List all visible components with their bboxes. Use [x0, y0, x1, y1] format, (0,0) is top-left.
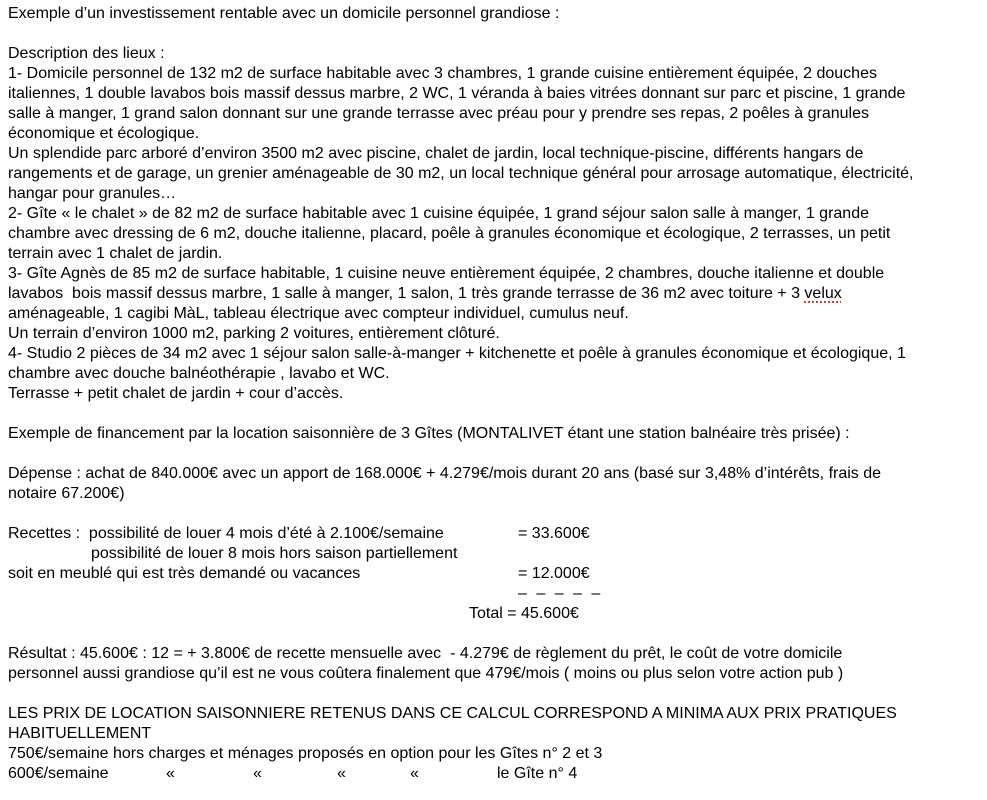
- text-segment: italiennes, 1 double lavabos bois massif dessus marbre, 2 WC, 1 véranda à baies vitrées donnant sur parc et piscine, 1 grande: [8, 85, 906, 102]
- misspelled-word: velux: [804, 285, 842, 302]
- text-line: [0, 244, 987, 264]
- text-segment: soit en meublé qui est très demandé ou vacances: [8, 565, 361, 582]
- text-segment: 4- Studio 2 pièces de 34 m2 avec 1 séjour salon salle-à-manger + kitchenette et poêle à granules économique et écologique, 1: [8, 345, 906, 362]
- text-segment: = 12.000€: [518, 565, 590, 582]
- text-line: [0, 4, 987, 24]
- text-segment: Un splendide parc arboré d’environ 3500 m2 avec piscine, chalet de jardin, local technique-piscine, différents hangars de: [8, 145, 864, 162]
- text-line: [0, 744, 987, 764]
- text-line: [0, 764, 987, 784]
- text-segment: possibilité de louer 8 mois hors saison partiellement: [91, 545, 458, 562]
- text-segment: personnel aussi grandiose qu’il est ne vous coûtera finalement que 479€/mois ( moins ou plus selon votre action pub ): [8, 665, 844, 682]
- blank-line: [0, 504, 987, 524]
- text-line: [0, 264, 987, 284]
- text-line: [0, 484, 987, 504]
- text-line: [0, 304, 987, 324]
- text-segment: 600€/semaine: [8, 765, 109, 782]
- text-segment: Description des lieux :: [8, 45, 165, 62]
- text-segment: chambre avec dressing de 6 m2, douche italienne, placard, poêle à granules économique et écologique, 2 terrasses, un petit: [8, 225, 891, 242]
- text-segment: «: [166, 765, 175, 782]
- text-line: [0, 324, 987, 344]
- text-segment: «: [253, 765, 262, 782]
- text-segment: lavabos bois massif dessus marbre, 1 salle à manger, 1 salon, 1 très grande terrasse de 36 m2 avec toiture + 3: [8, 285, 805, 302]
- text-segment: LES PRIX DE LOCATION SAISONNIERE RETENUS DANS CE CALCUL CORRESPOND A MINIMA AUX PRIX PRATIQUES: [8, 705, 897, 722]
- blank-line: [0, 404, 987, 424]
- text-line: [0, 424, 987, 444]
- text-line: [0, 44, 987, 64]
- text-segment: Terrasse + petit chalet de jardin + cour d’accès.: [8, 385, 344, 402]
- text-segment: Résultat : 45.600€ : 12 = + 3.800€ de recette mensuelle avec - 4.279€ de règlement du prêt, le coût de votre domicile: [8, 645, 843, 662]
- blank-line: [0, 684, 987, 704]
- text-segment: Exemple d’un investissement rentable avec un domicile personnel grandiose :: [8, 5, 560, 22]
- text-segment: «: [337, 765, 346, 782]
- text-segment: salle à manger, 1 grand salon donnant sur une grande terrasse avec préau pour y prendre ses repas, 2 poêles à granules: [8, 105, 869, 122]
- text-line: [0, 644, 987, 664]
- text-line: [0, 584, 987, 604]
- text-segment: aménageable, 1 cagibi MàL, tableau électrique avec compteur individuel, cumulus neuf.: [8, 305, 629, 322]
- text-segment: économique et écologique.: [8, 125, 200, 142]
- text-segment: notaire 67.200€): [8, 485, 125, 502]
- text-line: [0, 524, 987, 544]
- text-segment: Exemple de financement par la location saisonnière de 3 Gîtes (MONTALIVET étant une station balnéaire très prisée) :: [8, 425, 850, 442]
- text-segment: Recettes : possibilité de louer 4 mois d’été à 2.100€/semaine: [8, 525, 444, 542]
- text-segment: rangements et de garage, un grenier aménageable de 30 m2, un local technique général pour arrosage automatique, électricité,: [8, 165, 914, 182]
- text-segment: 1- Domicile personnel de 132 m2 de surface habitable avec 3 chambres, 1 grande cuisine entièrement équipée, 2 douches: [8, 65, 877, 82]
- blank-line: [0, 444, 987, 464]
- text-line: [0, 284, 987, 304]
- text-segment: terrain avec 1 chalet de jardin.: [8, 245, 223, 262]
- text-segment: hangar pour granules…: [8, 185, 177, 202]
- document-body: [0, 4, 987, 784]
- text-line: [0, 364, 987, 384]
- text-line: [0, 724, 987, 744]
- text-line: [0, 84, 987, 104]
- text-segment: Un terrain d’environ 1000 m2, parking 2 voitures, entièrement clôturé.: [8, 325, 500, 342]
- text-line: [0, 104, 987, 124]
- text-line: [0, 604, 987, 624]
- blank-line: [0, 624, 987, 644]
- text-line: [0, 464, 987, 484]
- text-line: [0, 704, 987, 724]
- text-segment: Total = 45.600€: [469, 605, 579, 622]
- text-segment: HABITUELLEMENT: [8, 725, 152, 742]
- blank-line: [0, 24, 987, 44]
- text-line: [0, 64, 987, 84]
- text-line: [0, 544, 987, 564]
- text-segment: 2- Gîte « le chalet » de 82 m2 de surface habitable avec 1 cuisine équipée, 1 grand séjour salon salle à manger, 1 grande: [8, 205, 869, 222]
- text-segment: 3- Gîte Agnès de 85 m2 de surface habitable, 1 cuisine neuve entièrement équipée, 2 chambres, douche italienne et double: [8, 265, 885, 282]
- text-line: [0, 564, 987, 584]
- text-segment: – – – – –: [518, 585, 603, 602]
- text-segment: Dépense : achat de 840.000€ avec un apport de 168.000€ + 4.279€/mois durant 20 ans (basé sur 3,48% d’intérêts, frais de: [8, 465, 882, 482]
- text-segment: 750€/semaine hors charges et ménages proposés en option pour les Gîtes n° 2 et 3: [8, 745, 603, 762]
- text-line: [0, 164, 987, 184]
- text-line: [0, 204, 987, 224]
- text-segment: = 33.600€: [518, 525, 590, 542]
- text-segment: «: [410, 765, 419, 782]
- text-line: [0, 124, 987, 144]
- text-line: [0, 144, 987, 164]
- text-line: [0, 664, 987, 684]
- text-segment: le Gîte n° 4: [497, 765, 578, 782]
- text-segment: chambre avec douche balnéothérapie , lavabo et WC.: [8, 365, 390, 382]
- text-line: [0, 184, 987, 204]
- text-line: [0, 384, 987, 404]
- text-line: [0, 224, 987, 244]
- text-line: [0, 344, 987, 364]
